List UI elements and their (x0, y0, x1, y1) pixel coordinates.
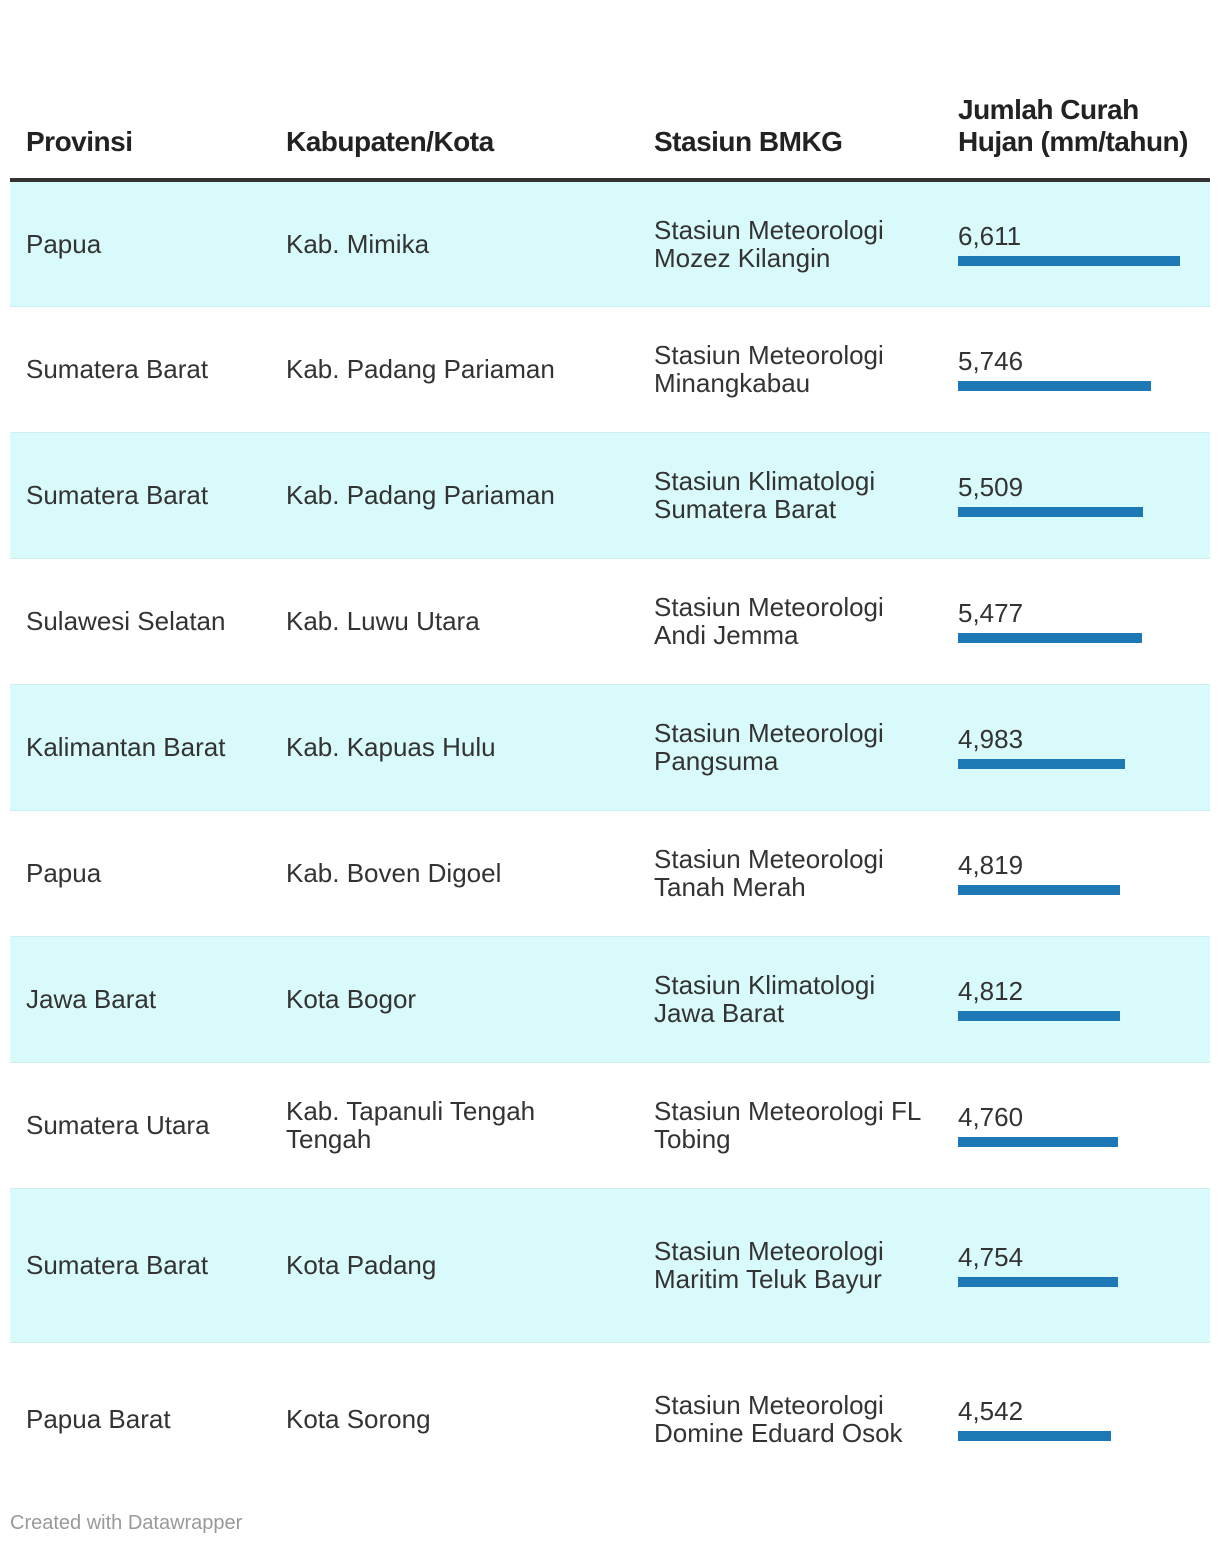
cell-curah-hujan (938, 180, 1210, 306)
rainfall-value-label: 4,983 (958, 724, 1024, 754)
rainfall-bar-track (958, 256, 1180, 266)
header-stasiun-bmkg[interactable]: Stasiun BMKG (638, 0, 938, 180)
cell-provinsi: Sumatera Barat (10, 432, 270, 558)
table-row (10, 936, 1210, 1062)
rainfall-value-label: 5,509 (958, 472, 1024, 502)
rainfall-bar (958, 633, 1142, 643)
cell-stasiun-bmkg: Stasiun Meteorologi Tanah Merah (638, 810, 938, 936)
rainfall-value-label: 4,542 (958, 1396, 1024, 1427)
table-row (10, 306, 1210, 432)
datawrapper-credit[interactable]: Created with Datawrapper (10, 1512, 243, 1534)
rainfall-bar (958, 1431, 1111, 1441)
table-row (10, 432, 1210, 558)
rainfall-bar (958, 1137, 1118, 1147)
rainfall-bar-track (958, 381, 1180, 391)
table-row (10, 558, 1210, 684)
rainfall-bar-track (958, 633, 1180, 643)
rainfall-bar-track (958, 1011, 1180, 1021)
rainfall-bar (958, 885, 1120, 895)
cell-curah-hujan (938, 810, 1210, 936)
cell-curah-hujan (938, 432, 1210, 558)
cell-provinsi: Papua (10, 180, 270, 306)
rainfall-table (10, 0, 1210, 1496)
table-row (10, 180, 1210, 306)
cell-stasiun-bmkg: Stasiun Meteorologi Domine Eduard Osok (654, 1390, 903, 1449)
cell-provinsi: Sumatera Barat (10, 306, 270, 432)
rainfall-bar (958, 507, 1143, 517)
cell-provinsi: Sumatera Utara (10, 1062, 270, 1188)
rainfall-table-container (10, 0, 1210, 1496)
cell-curah-hujan (938, 684, 1210, 810)
cell-provinsi: Kalimantan Barat (10, 684, 270, 810)
cell-provinsi: Jawa Barat (10, 936, 270, 1062)
rainfall-value-label: 4,812 (958, 976, 1024, 1006)
rainfall-bar (958, 759, 1125, 769)
rainfall-value-label: 4,754 (958, 1242, 1024, 1272)
header-kabupaten-kota[interactable]: Kabupaten/Kota (270, 0, 638, 180)
rainfall-bar-track (958, 1431, 1180, 1441)
cell-kabupaten-kota: Kab. Kapuas Hulu (270, 684, 638, 810)
rainfall-value-label: 5,477 (958, 598, 1024, 628)
cell-stasiun-bmkg: Stasiun Meteorologi Minangkabau (638, 306, 938, 432)
table-row (10, 810, 1210, 936)
cell-kabupaten-kota: Kota Sorong (286, 1404, 431, 1435)
rainfall-bar-track (958, 759, 1180, 769)
rainfall-bar (958, 1277, 1118, 1287)
cell-stasiun-bmkg: Stasiun Meteorologi Pangsuma (638, 684, 938, 810)
cell-kabupaten-kota: Kab. Luwu Utara (270, 558, 638, 684)
cell-kabupaten-kota: Kab. Tapanuli Tengah Tengah (270, 1062, 638, 1188)
rainfall-bar (958, 1011, 1120, 1021)
table-row (10, 1342, 1210, 1496)
cell-curah-hujan (938, 1342, 1210, 1496)
cell-provinsi: Papua Barat (26, 1404, 171, 1435)
rainfall-bar-track (958, 1137, 1180, 1147)
rainfall-value-label: 5,746 (958, 346, 1024, 376)
rainfall-bar (958, 256, 1180, 266)
rainfall-bar-track (958, 507, 1180, 517)
cell-stasiun-bmkg: Stasiun Meteorologi Mozez Kilangin (638, 180, 938, 306)
cell-curah-hujan (938, 558, 1210, 684)
cell-stasiun-bmkg: Stasiun Meteorologi Andi Jemma (638, 558, 938, 684)
cell-stasiun-bmkg: Stasiun Meteorologi FL Tobing (638, 1062, 938, 1188)
cell-curah-hujan (938, 306, 1210, 432)
cell-kabupaten-kota: Kota Bogor (270, 936, 638, 1062)
table-body (10, 180, 1210, 1496)
rainfall-bar (958, 381, 1151, 391)
cell-stasiun-bmkg: Stasiun Klimatologi Jawa Barat (638, 936, 938, 1062)
cell-kabupaten-kota: Kab. Padang Pariaman (270, 306, 638, 432)
rainfall-bar-track (958, 1277, 1180, 1287)
table-row (10, 684, 1210, 810)
table-header-row (10, 0, 1210, 180)
cell-kabupaten-kota: Kab. Padang Pariaman (270, 432, 638, 558)
cell-curah-hujan (938, 1062, 1210, 1188)
cell-provinsi: Sulawesi Selatan (10, 558, 270, 684)
rainfall-value-label: 4,819 (958, 850, 1024, 880)
cell-provinsi: Sumatera Barat (10, 1188, 270, 1342)
cell-kabupaten-kota: Kab. Mimika (270, 180, 638, 306)
rainfall-bar-track (958, 885, 1180, 895)
cell-kabupaten-kota: Kab. Boven Digoel (270, 810, 638, 936)
cell-stasiun-bmkg: Stasiun Klimatologi Sumatera Barat (638, 432, 938, 558)
cell-stasiun-bmkg: Stasiun Meteorologi Maritim Teluk Bayur (638, 1188, 938, 1342)
header-provinsi[interactable]: Provinsi (10, 0, 270, 180)
cell-curah-hujan (938, 1188, 1210, 1342)
cell-kabupaten-kota: Kota Padang (270, 1188, 638, 1342)
rainfall-value-label: 6,611 (958, 220, 1022, 251)
rainfall-value-label: 4,760 (958, 1102, 1024, 1132)
header-jumlah-curah-hujan[interactable]: Jumlah Curah Hujan (mm/tahun) (938, 0, 1210, 180)
table-row (10, 1062, 1210, 1188)
table-row (10, 1188, 1210, 1342)
cell-provinsi: Papua (10, 810, 270, 936)
cell-curah-hujan (938, 936, 1210, 1062)
